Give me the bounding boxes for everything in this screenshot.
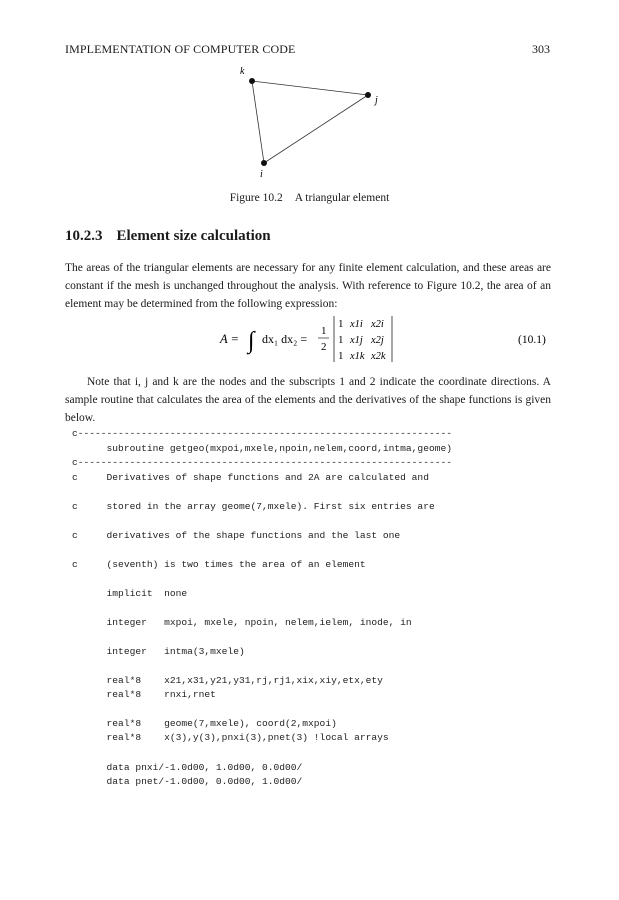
eq-m02: x2i bbox=[371, 319, 384, 330]
area-equation bbox=[0, 312, 619, 364]
node-k-dot bbox=[249, 78, 255, 84]
node-j-label: j bbox=[375, 95, 378, 106]
eq-matrix bbox=[338, 318, 386, 362]
node-i-dot bbox=[261, 160, 267, 166]
figure-caption-text: A triangular element bbox=[294, 192, 390, 204]
code-line: real*8 geome(7,mxele), coord(2,mxpoi) bbox=[72, 718, 337, 729]
paragraph-intro: The areas of the triangular elements are necessary for any finite element calculation, and these areas are constant if the mesh is unchanged throughout the analysis. With reference to Figure 10.2, the area of an element may be determined from the following expression: bbox=[65, 262, 551, 310]
code-line: c stored in the array geome(7,mxele). First six entries are bbox=[72, 501, 435, 512]
code-line: c Derivatives of shape functions and 2A are calculated and bbox=[72, 472, 429, 483]
eq-m22: x2k bbox=[371, 351, 386, 362]
code-line: data pnet/-1.0d00, 0.0d00, 1.0d00/ bbox=[72, 776, 303, 787]
section-number: 10.2.3 bbox=[65, 228, 103, 244]
figure-caption-number: Figure 10.2 bbox=[229, 192, 283, 204]
code-line: real*8 x21,x31,y21,y31,rj,rj1,xix,xiy,etx,ety bbox=[72, 675, 383, 686]
eq-differential: dx₁ dx₂ = bbox=[262, 332, 308, 346]
eq-fraction-denominator: 2 bbox=[321, 341, 327, 353]
code-line: c----------------------------------------------------------------- bbox=[72, 428, 452, 439]
edge-k-j bbox=[252, 81, 368, 95]
code-line: c derivatives of the shape functions and the last one bbox=[72, 530, 401, 541]
code-line: real*8 rnxi,rnet bbox=[72, 689, 216, 700]
node-k-label: k bbox=[240, 66, 245, 77]
code-line: c----------------------------------------------------------------- bbox=[72, 457, 452, 468]
code-line: real*8 x(3),y(3),pnxi(3),pnet(3) !local arrays bbox=[72, 732, 389, 743]
equation-number: (10.1) bbox=[518, 334, 546, 346]
page-number: 303 bbox=[532, 42, 550, 56]
code-line: data pnxi/-1.0d00, 1.0d00, 0.0d00/ bbox=[72, 762, 303, 773]
code-line: implicit none bbox=[72, 588, 188, 599]
code-line: integer mxpoi, mxele, npoin, nelem,ielem, inode, in bbox=[72, 617, 412, 628]
section-heading bbox=[65, 228, 271, 245]
code-line: subroutine getgeo(mxpoi,mxele,npoin,nelem,coord,intma,geome) bbox=[72, 443, 452, 454]
node-j-dot bbox=[365, 92, 371, 98]
node-i-label: i bbox=[260, 169, 263, 178]
figure-caption bbox=[0, 192, 619, 204]
eq-m12: x2j bbox=[371, 335, 384, 346]
eq-m21: x1k bbox=[350, 351, 365, 362]
code-line: c (seventh) is two times the area of an element bbox=[72, 559, 366, 570]
section-title: Element size calculation bbox=[116, 228, 271, 244]
eq-m01: x1i bbox=[350, 319, 363, 330]
eq-m10: 1 bbox=[338, 334, 344, 346]
eq-fraction-numerator: 1 bbox=[321, 325, 327, 337]
eq-m11: x1j bbox=[350, 335, 363, 346]
paragraph-nodes-note: Note that i, j and k are the nodes and the subscripts 1 and 2 indicate the coordinate directions. A sample routine that calculates the area of the elements and the derivatives of the shape functions is given below. bbox=[65, 376, 551, 424]
eq-m20: 1 bbox=[338, 350, 344, 362]
triangular-element-figure bbox=[230, 63, 400, 178]
eq-m00: 1 bbox=[338, 318, 344, 330]
code-line: integer intma(3,mxele) bbox=[72, 646, 245, 657]
eq-integral-sign: ∫ bbox=[248, 328, 255, 354]
eq-lhs: A = bbox=[220, 332, 239, 346]
running-header-title: IMPLEMENTATION OF COMPUTER CODE bbox=[65, 42, 296, 56]
edge-j-i bbox=[264, 95, 368, 163]
edge-i-k bbox=[252, 81, 264, 163]
